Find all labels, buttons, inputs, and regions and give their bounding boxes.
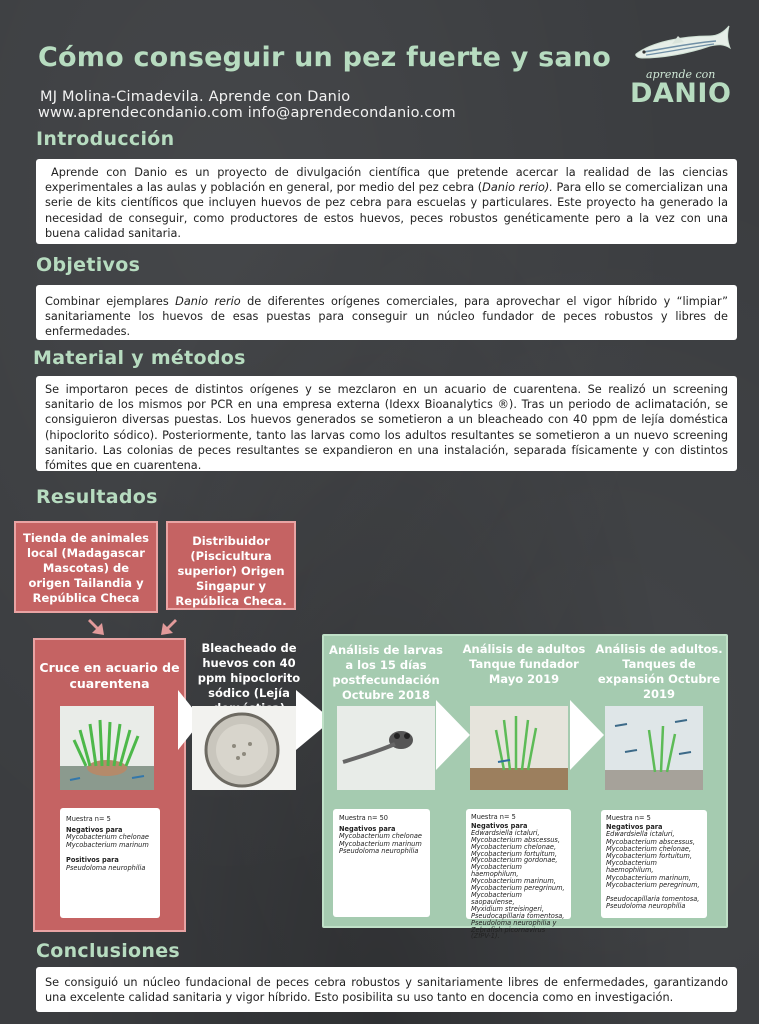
adults-negative-item: Mycobacterium abscessus, (471, 835, 560, 844)
conclusions-box (36, 967, 737, 1012)
expansion-negative-item: Edwardsiella ictaluri, (606, 830, 675, 839)
adults-negative-item: Edwardsiella ictaluri, (471, 828, 540, 837)
quarantine-result-card (60, 808, 160, 918)
expansion-negative-item: Pseudoloma neurophilia (606, 902, 686, 911)
adults-result-card (466, 809, 571, 941)
larvae-photo (337, 706, 435, 790)
quarantine-negatives-label: Negativos para (66, 825, 123, 834)
expansion-result-card (601, 810, 707, 918)
adults-title: Análisis de adultos Tanque fundador Mayo 2019 (462, 642, 586, 686)
adults-negative-item: Mycobacterium peregrinum, (471, 884, 565, 893)
adults-negative-item: Pseudoloma neurophilia y (471, 918, 557, 927)
larvae-sample-size: Muestra n= 50 (339, 814, 388, 822)
larvae-negatives-label: Negativos para (339, 824, 396, 833)
quarantine-sample-size: Muestra n= 5 (66, 815, 111, 823)
expansion-title: Análisis de adultos. Tanques de expansión Octubre 2019 (595, 642, 723, 701)
bleach-petri-photo (192, 706, 296, 790)
conclusions-heading: Conclusiones (36, 940, 181, 962)
adults-negative-item: Mycobacterium saopaulense, (471, 890, 522, 906)
source-distributor-text: Distribuidor (Piscicultura superior) Origen Singapur y República Checa. (175, 534, 287, 608)
adults-negative-item: Zebrafish picornavirus (ZfPV-1). (471, 925, 546, 941)
methods-box (36, 376, 737, 471)
objectives-text-2: de diferentes orígenes comerciales, para aprovechar el vigor híbrido y “limpiar” sanitariamente los huevos de esas puestas para conseguir un núcleo fundador de peces robustos y libres de enfermedades. (45, 295, 729, 339)
methods-heading: Material y métodos (33, 347, 246, 369)
intro-box (36, 159, 737, 244)
adults-tank-photo (470, 706, 568, 790)
larvae-negative-item: Mycobacterium marinum (339, 839, 422, 848)
adults-negative-item: Mycobacterium marinum, (471, 877, 556, 886)
arrow-down-left-icon (88, 615, 112, 637)
authors: MJ Molina-Cimadevila. Aprende con Danio (40, 89, 351, 105)
arrow-right-icon (570, 700, 604, 770)
expansion-negative-item: Mycobacterium fortuitum, (606, 852, 692, 861)
larvae-result-card (333, 809, 430, 917)
intro-heading: Introducción (36, 128, 175, 150)
expansion-sample-size: Muestra n= 5 (606, 814, 651, 822)
larvae-title: Análisis de larvas a los 15 días postfecundación Octubre 2018 (329, 643, 443, 702)
expansion-negative-item: Mycobacterium marinum, (606, 873, 691, 882)
quarantine-title: Cruce en acuario de cuarentena (39, 660, 180, 691)
expansion-negative-item: Mycobacterium haemophilum, (606, 859, 657, 875)
source-distributor-box (166, 521, 296, 610)
intro-text-2: Para ello se comercializan una serie de kits científicos que incluyen huevos de pez cebra para escuelas y particulares. Este proyecto ha generado la necesidad de conseguir, como productores de estos huevos, peces robustos genéticamente pero a la vez con una buena calidad sanitaria. (45, 181, 728, 240)
methods-text: Se importaron peces de distintos orígenes y se mezclaron en un acuario de cuarentena. Se realizó un screening sanitario de los mismos por PCR en una empresa externa (Idexx Bioanalytics ®). Tras un periodo de aclimatación, se consiguieron diversas puestas. Los huevos generados se sometieron a un bleacheado con 40 ppm de lejía doméstica (hipoclorito sódico). Posteriormente, tanto las larvas como los adultos resultantes se sometieron a un nuevo screening sanitario. Las colonias de peces resultantes se expandieron en una instalación, separada físicamente y con distintos fómites que en cuarentena. (45, 383, 728, 473)
adults-negative-item: Mycobacterium chelonae, (471, 842, 557, 851)
page-title: Cómo conseguir un pez fuerte y sano (38, 42, 611, 73)
adults-negative-item: Pseudocapillaria tomentosa, (471, 911, 565, 920)
larvae-negative-item: Pseudoloma neurophilia (339, 847, 419, 856)
larvae-negative-item: Mycobacterium chelonae (339, 832, 422, 841)
adults-negatives-label: Negativos para (471, 821, 528, 830)
quarantine-negative-item: Mycobacterium marinum (66, 840, 149, 849)
source-shop-box (14, 521, 158, 613)
adults-sample-size: Muestra n= 5 (471, 813, 516, 821)
quarantine-negative-item: Mycobacterium chelonae (66, 833, 149, 842)
quarantine-positives-label: Positivos para (66, 856, 119, 865)
results-heading: Resultados (36, 486, 158, 508)
adults-negative-item: Mycobacterium gordonae, (471, 856, 558, 865)
conclusions-text: Se consiguió un núcleo fundacional de peces cebra robustos y sanitariamente libres de enfermedades, garantizando una excelente calidad sanitaria y vigor híbrido. Esto posibilita su uso tanto en docencia como en investigación. (45, 976, 728, 1005)
source-shop-text: Tienda de animales local (Madagascar Mascotas) de origen Tailandia y República Checa (22, 531, 150, 605)
zebrafish-logo-icon (632, 14, 732, 70)
quarantine-positive-item: Pseudoloma neurophilia (66, 863, 146, 872)
intro-text-1: Aprende con Danio es un proyecto de divulgación científica que pretende acercar la realidad de las ciencias experimentales a las aulas y población en general, por medio del pez cebra ( (45, 166, 728, 195)
objectives-text-1: Combinar ejemplares (45, 295, 176, 308)
adults-negative-item: Mycobacterium fortuitum, (471, 849, 557, 858)
logo-tagline: aprende con (646, 68, 716, 81)
expansion-negative-item: Mycobacterium chelonae, (606, 844, 692, 853)
adults-negative-item: Myxidium streisingeri, (471, 904, 544, 913)
adults-negative-item: Mycobacterium haemophilum, (471, 863, 522, 879)
expansion-negative-item: Mycobacterium peregrinum, (606, 880, 700, 889)
objectives-box (36, 285, 737, 340)
objectives-heading: Objetivos (36, 254, 141, 276)
intro-species: Danio rerio). (482, 181, 553, 195)
logo-wordmark: DANIO (630, 78, 732, 109)
expansion-tank-photo (605, 706, 703, 790)
contact-line: www.aprendecondanio.com info@aprendecondanio.com (38, 105, 456, 121)
objectives-species: Danio rerio (175, 295, 241, 308)
quarantine-tank-photo (60, 706, 154, 790)
expansion-negatives-label: Negativos para (606, 823, 663, 832)
expansion-negative-item: Pseudocapillaria tomentosa, (606, 895, 700, 904)
expansion-negative-item: Mycobacterium abscessus, (606, 837, 695, 846)
bleach-title: Bleacheado de huevos con 40 ppm hipoclorito sódico (Lejía (197, 641, 301, 700)
arrow-right-icon (436, 700, 470, 770)
arrow-down-right-icon (153, 615, 177, 637)
